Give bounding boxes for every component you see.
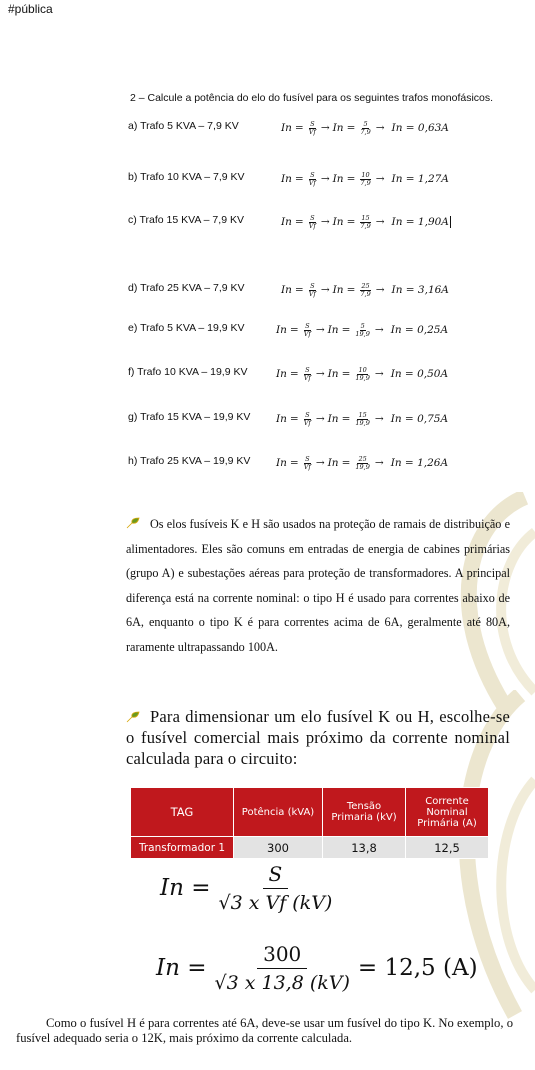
eq-equals: = (294, 216, 304, 228)
arrow-icon: → (320, 122, 330, 134)
eq-result: In = 1,26A (390, 457, 449, 469)
row-equation (281, 279, 449, 301)
eq-den: 7,9 (360, 289, 371, 298)
arrow-icon: → (374, 368, 384, 380)
eq-num: 15 (358, 410, 367, 419)
eq-vf: Vf (308, 289, 316, 298)
eq-fraction-numeric (355, 323, 369, 338)
eq-num: 25 (361, 281, 370, 290)
eq-vf: Vf (308, 221, 316, 230)
eq-vf: Vf (303, 462, 311, 471)
formula2-numerator: 300 (257, 942, 307, 969)
eq-vf: Vf (308, 127, 316, 136)
eq-s: S (310, 213, 315, 222)
arrow-icon: → (375, 122, 385, 134)
eq-lhs-2: In (332, 284, 344, 296)
arrow-icon: → (315, 324, 325, 336)
arrow-icon: → (315, 457, 325, 469)
cell-tag: Transformador 1 (131, 837, 234, 859)
row-label: b) Trafo 10 KVA – 7,9 KV (128, 171, 245, 183)
arrow-icon: → (374, 457, 384, 469)
cell-voltage: 13,8 (323, 837, 406, 859)
formula2-fraction (214, 942, 349, 994)
eq-num: 10 (361, 170, 370, 179)
public-tag: #pública (8, 2, 53, 16)
eq-result: In = 1,27A (391, 173, 449, 185)
eq-s: S (305, 410, 310, 419)
row-label: h) Trafo 25 KVA – 19,9 KV (128, 455, 251, 467)
eq-num: 5 (363, 119, 368, 128)
header-voltage: Tensão Primaria (kV) (323, 788, 406, 837)
eq-fraction-numeric (360, 283, 370, 298)
eq-result: In = 1,90A (391, 216, 449, 228)
eq-fraction-symbolic (309, 215, 316, 230)
eq-equals-2: = (346, 284, 356, 296)
eq-den: 19,9 (355, 373, 370, 382)
eq-result: In = 0,50A (390, 368, 449, 380)
eq-s: S (305, 454, 310, 463)
eq-fraction-numeric (355, 456, 369, 471)
eq-fraction-numeric (355, 367, 369, 382)
eq-equals: = (289, 457, 299, 469)
eq-equals-2: = (346, 173, 356, 185)
paragraph2-text: Para dimensionar um elo fusível K ou H, escolhe-se o fusível comercial mais próximo da corrente nominal calculada para o circuito: (126, 707, 510, 768)
eq-s: S (310, 170, 315, 179)
eq-lhs: In (281, 284, 292, 296)
eq-lhs-2: In (327, 413, 339, 425)
paragraph3-text: Como o fusível H é para correntes até 6A, deve-se usar um fusível do tipo K. No exemplo, o fusível adequado seria o 12K, mais próximo da corrente calculada. (16, 1016, 513, 1045)
eq-lhs-2: In (327, 368, 339, 380)
eq-fraction-symbolic (304, 456, 311, 471)
eq-equals-2: = (341, 324, 351, 336)
eq-den: 19,9 (355, 418, 370, 427)
eq-lhs-2: In (327, 457, 339, 469)
eq-equals: = (294, 284, 304, 296)
row-equation (276, 319, 448, 341)
eq-lhs: In (276, 368, 287, 380)
row-equation (281, 117, 449, 139)
eq-fraction-symbolic (304, 412, 311, 427)
eq-den: 7,9 (360, 127, 371, 136)
eq-fraction-numeric (360, 172, 370, 187)
eq-lhs: In (281, 216, 292, 228)
formula-general (160, 862, 340, 914)
header-tag: TAG (131, 788, 234, 837)
row-label: e) Trafo 5 KVA – 19,9 KV (128, 322, 245, 334)
eq-num: 15 (361, 213, 370, 222)
eq-fraction-symbolic (309, 121, 316, 136)
paragraph-fuse-types (126, 512, 510, 659)
eq-fraction-symbolic (309, 283, 316, 298)
formula2-rhs: = 12,5 (A) (357, 955, 478, 981)
arrow-icon: → (320, 173, 330, 185)
formula-example (156, 942, 478, 994)
eq-result: In = 0,75A (390, 413, 449, 425)
exercise-row (128, 319, 528, 341)
row-label: c) Trafo 15 KVA – 7,9 KV (128, 214, 244, 226)
arrow-icon: → (375, 216, 385, 228)
eq-lhs: In (281, 173, 292, 185)
arrow-icon: → (315, 368, 325, 380)
formula1-lhs: In = (160, 875, 211, 901)
transformer-table (130, 787, 489, 859)
row-label: a) Trafo 5 KVA – 7,9 KV (128, 120, 239, 132)
exercise-row (128, 408, 528, 430)
leaf-bullet-icon (126, 517, 140, 529)
arrow-icon: → (375, 173, 385, 185)
header-power: Potência (kVA) (234, 788, 323, 837)
paragraph-conclusion (16, 1016, 513, 1046)
exercise-title: 2 – Calcule a potência do elo do fusível para os seguintes trafos monofásicos. (130, 92, 494, 104)
eq-equals-2: = (346, 216, 356, 228)
eq-equals: = (289, 368, 299, 380)
eq-fraction-numeric (360, 121, 370, 136)
eq-lhs-2: In (332, 216, 344, 228)
eq-lhs: In (276, 324, 287, 336)
eq-fraction-numeric (360, 215, 370, 230)
eq-den: 19,9 (355, 329, 370, 338)
arrow-icon: → (375, 284, 385, 296)
eq-result: In = 0,25A (390, 324, 449, 336)
cell-power: 300 (234, 837, 323, 859)
arrow-icon: → (315, 413, 325, 425)
eq-lhs-2: In (327, 324, 339, 336)
arrow-icon: → (374, 324, 384, 336)
eq-lhs: In (281, 122, 292, 134)
row-equation (281, 211, 451, 233)
paragraph-sizing (126, 706, 510, 769)
eq-num: 5 (360, 321, 365, 330)
eq-lhs-2: In (332, 122, 344, 134)
formula2-denominator: √3 x 13,8 (kV) (214, 972, 350, 994)
exercise-row (128, 279, 528, 301)
eq-den: 7,9 (360, 178, 371, 187)
formula1-numerator: S (263, 862, 289, 889)
eq-vf: Vf (308, 178, 316, 187)
eq-s: S (305, 321, 310, 330)
eq-s: S (305, 365, 310, 374)
eq-equals-2: = (341, 413, 351, 425)
row-label: g) Trafo 15 KVA – 19,9 KV (128, 411, 251, 423)
eq-s: S (310, 119, 315, 128)
row-equation (276, 452, 448, 474)
row-equation (276, 363, 448, 385)
eq-equals: = (289, 413, 299, 425)
eq-result: In = 0,63A (391, 122, 449, 134)
eq-fraction-symbolic (309, 172, 316, 187)
eq-equals-2: = (341, 457, 351, 469)
leaf-bullet-icon (126, 711, 140, 723)
eq-fraction-symbolic (304, 367, 311, 382)
arrow-icon: → (320, 284, 330, 296)
eq-equals-2: = (341, 368, 351, 380)
cell-current: 12,5 (406, 837, 489, 859)
eq-fraction-numeric (355, 412, 369, 427)
row-equation (281, 168, 449, 190)
eq-lhs: In (276, 457, 287, 469)
eq-result: In = 3,16A (391, 284, 449, 296)
eq-equals: = (294, 122, 304, 134)
eq-vf: Vf (303, 329, 311, 338)
formula1-fraction (218, 862, 332, 914)
eq-fraction-symbolic (304, 323, 311, 338)
eq-den: 7,9 (360, 221, 371, 230)
row-label: d) Trafo 25 KVA – 7,9 KV (128, 282, 245, 294)
formula2-lhs: In = (156, 955, 207, 981)
eq-lhs-2: In (332, 173, 344, 185)
eq-s: S (310, 281, 315, 290)
eq-num: 25 (358, 454, 367, 463)
header-current: Corrente Nominal Primária (A) (406, 788, 489, 837)
exercise-row (128, 211, 528, 233)
eq-num: 10 (358, 365, 367, 374)
eq-den: 19,9 (355, 462, 370, 471)
eq-equals-2: = (346, 122, 356, 134)
exercise-row (128, 363, 528, 385)
eq-equals: = (289, 324, 299, 336)
eq-vf: Vf (303, 373, 311, 382)
formula1-denominator: √3 x Vf (kV) (218, 892, 333, 914)
paragraph1-text: Os elos fusíveis K e H são usados na proteção de ramais de distribuição e alimentadores. Eles são comuns em entradas de energia de cabines primárias (grupo A) e subestações aéreas para proteção de transformadores. A principal diferença está na corrente nominal: o tipo H é usado para correntes abaixo de 6A, enquanto o tipo K é para correntes acima de 6A, geralmente até 80A, raramente ultrapassando 100A. (126, 517, 510, 654)
exercise-row (128, 117, 528, 139)
exercise-row (128, 452, 528, 474)
arrow-icon: → (374, 413, 384, 425)
arrow-icon: → (320, 216, 330, 228)
eq-lhs: In (276, 413, 287, 425)
text-cursor (450, 216, 452, 228)
eq-equals: = (294, 173, 304, 185)
row-label: f) Trafo 10 KVA – 19,9 KV (128, 366, 248, 378)
row-equation (276, 408, 448, 430)
eq-vf: Vf (303, 418, 311, 427)
exercise-row (128, 168, 528, 190)
